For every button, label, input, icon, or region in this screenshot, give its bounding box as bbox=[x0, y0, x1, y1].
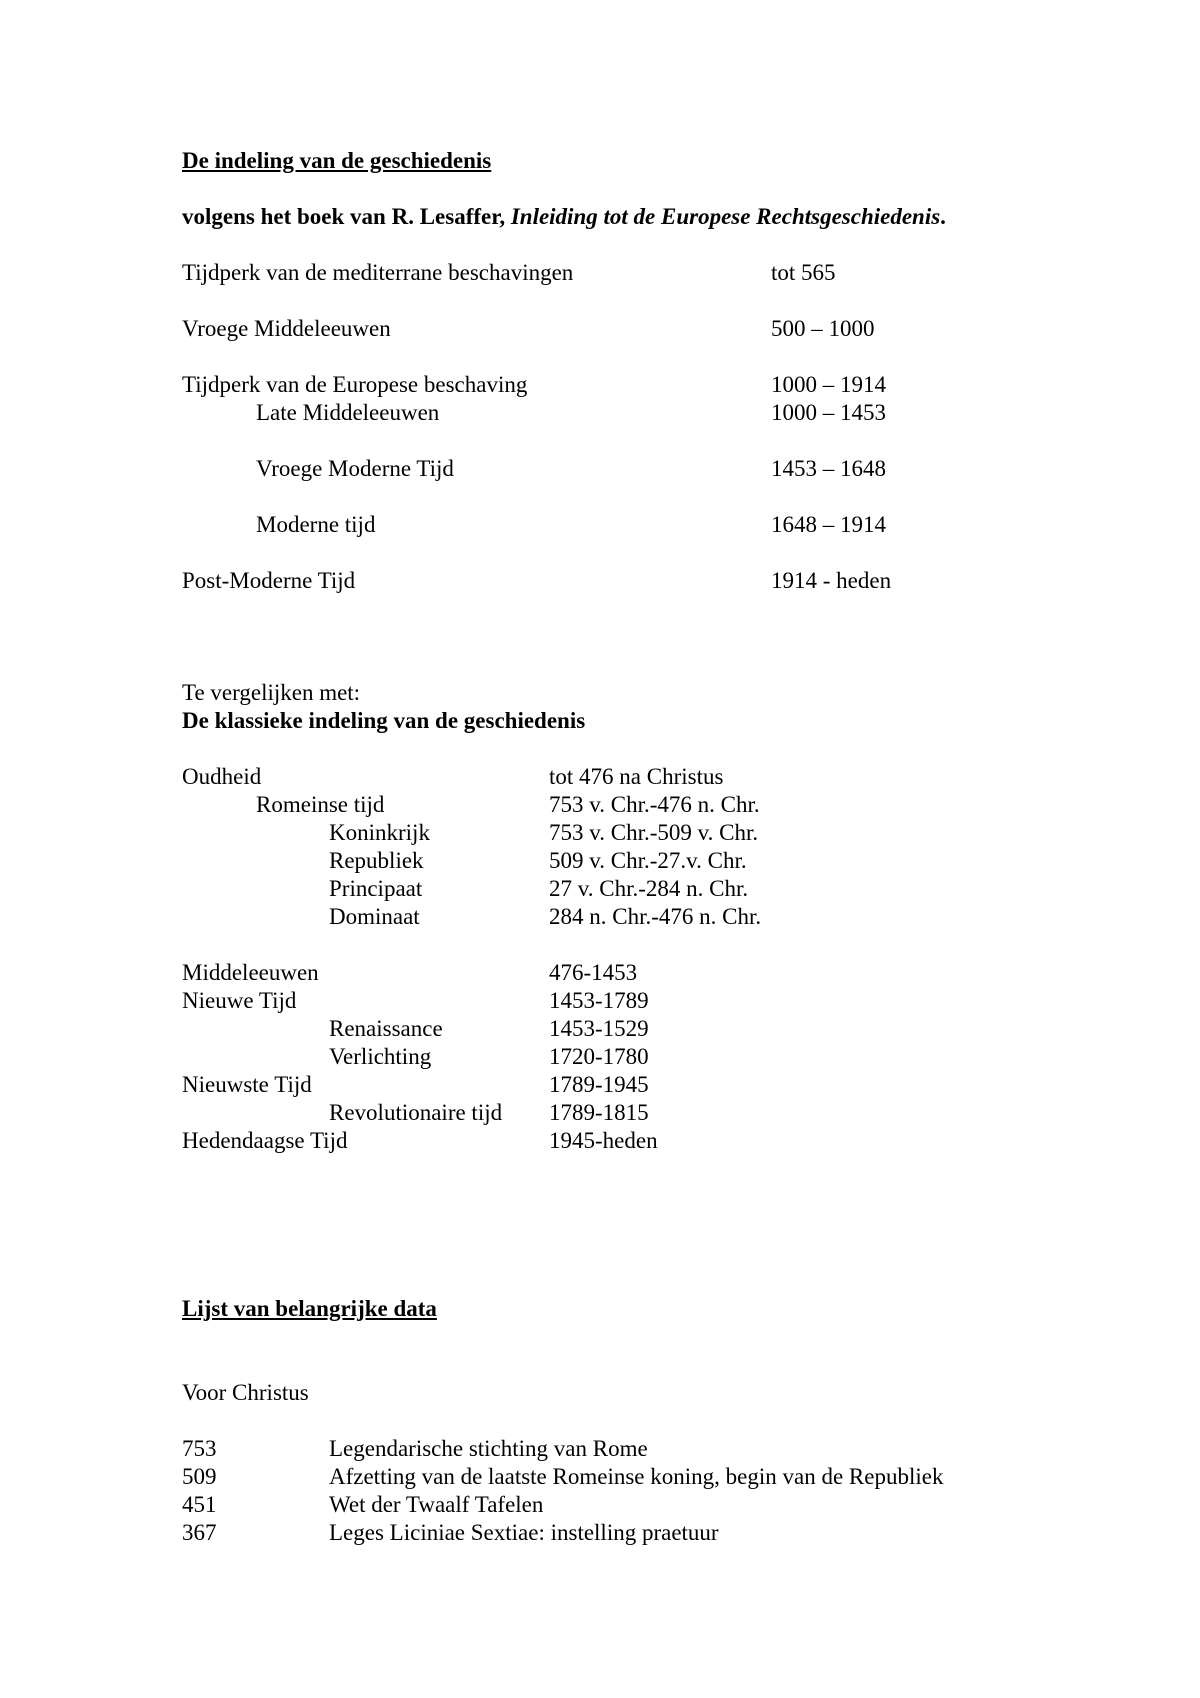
lesaffer-period: 1000 – 1453 bbox=[771, 400, 886, 425]
classic-title: De klassieke indeling van de geschiedenis bbox=[182, 708, 586, 733]
date-event: Afzetting van de laatste Romeinse koning, begin van de Republiek bbox=[329, 1464, 944, 1489]
date-year: 753 bbox=[182, 1436, 217, 1461]
classic-period: 284 n. Chr.-476 n. Chr. bbox=[549, 904, 762, 929]
book-title: Inleiding tot de Europese Rechtsgeschiedenis bbox=[510, 204, 941, 229]
lesaffer-label: Vroege Moderne Tijd bbox=[256, 456, 454, 481]
lesaffer-period: tot 565 bbox=[771, 260, 836, 285]
lesaffer-label: Tijdperk van de Europese beschaving bbox=[182, 372, 528, 397]
before-christ-heading: Voor Christus bbox=[182, 1380, 309, 1405]
classic-period: 1945-heden bbox=[549, 1128, 658, 1153]
date-year: 509 bbox=[182, 1464, 217, 1489]
classic-period: 1453-1789 bbox=[549, 988, 649, 1013]
classic-label: Nieuwste Tijd bbox=[182, 1072, 312, 1097]
compare-intro: Te vergelijken met: bbox=[182, 680, 361, 705]
date-event: Legendarische stichting van Rome bbox=[329, 1436, 648, 1461]
classic-label: Middeleeuwen bbox=[182, 960, 319, 985]
classic-label: Revolutionaire tijd bbox=[329, 1100, 503, 1125]
classic-label: Republiek bbox=[329, 848, 424, 873]
classic-label: Dominaat bbox=[329, 904, 420, 929]
date-event: Leges Liciniae Sextiae: instelling praetuur bbox=[329, 1520, 719, 1545]
date-year: 367 bbox=[182, 1520, 217, 1545]
dates-title: Lijst van belangrijke data bbox=[182, 1296, 437, 1321]
lesaffer-label: Post-Moderne Tijd bbox=[182, 568, 356, 593]
page-title: De indeling van de geschiedenis bbox=[182, 148, 492, 173]
lesaffer-period: 500 – 1000 bbox=[771, 316, 875, 341]
classic-period: 1453-1529 bbox=[549, 1016, 649, 1041]
lesaffer-period: 1648 – 1914 bbox=[771, 512, 886, 537]
classic-period: 1720-1780 bbox=[549, 1044, 649, 1069]
lesaffer-label: Tijdperk van de mediterrane beschavingen bbox=[182, 260, 574, 285]
classic-label: Romeinse tijd bbox=[256, 792, 385, 817]
date-event: Wet der Twaalf Tafelen bbox=[329, 1492, 544, 1517]
classic-label: Principaat bbox=[329, 876, 423, 901]
lesaffer-period: 1453 – 1648 bbox=[771, 456, 886, 481]
classic-label: Verlichting bbox=[329, 1044, 432, 1069]
subtitle-suffix: . bbox=[940, 204, 946, 229]
classic-label: Koninkrijk bbox=[329, 820, 430, 845]
subtitle-prefix: volgens het boek van R. Lesaffer, bbox=[182, 204, 511, 229]
classic-label: Oudheid bbox=[182, 764, 262, 789]
classic-period: 753 v. Chr.-476 n. Chr. bbox=[549, 792, 760, 817]
classic-period: 27 v. Chr.-284 n. Chr. bbox=[549, 876, 749, 901]
lesaffer-label: Vroege Middeleeuwen bbox=[182, 316, 391, 341]
classic-period: 1789-1815 bbox=[549, 1100, 649, 1125]
date-year: 451 bbox=[182, 1492, 217, 1517]
classic-period: 476-1453 bbox=[549, 960, 638, 985]
classic-period: 753 v. Chr.-509 v. Chr. bbox=[549, 820, 759, 845]
classic-label: Hedendaagse Tijd bbox=[182, 1128, 348, 1153]
classic-period: 509 v. Chr.-27.v. Chr. bbox=[549, 848, 747, 873]
lesaffer-label: Moderne tijd bbox=[256, 512, 376, 537]
classic-period: tot 476 na Christus bbox=[549, 764, 724, 789]
classic-period: 1789-1945 bbox=[549, 1072, 649, 1097]
lesaffer-period: 1914 - heden bbox=[771, 568, 892, 593]
classic-label: Renaissance bbox=[329, 1016, 443, 1041]
subtitle bbox=[182, 203, 946, 231]
lesaffer-label: Late Middeleeuwen bbox=[256, 400, 440, 425]
lesaffer-period: 1000 – 1914 bbox=[771, 372, 886, 397]
classic-label: Nieuwe Tijd bbox=[182, 988, 297, 1013]
